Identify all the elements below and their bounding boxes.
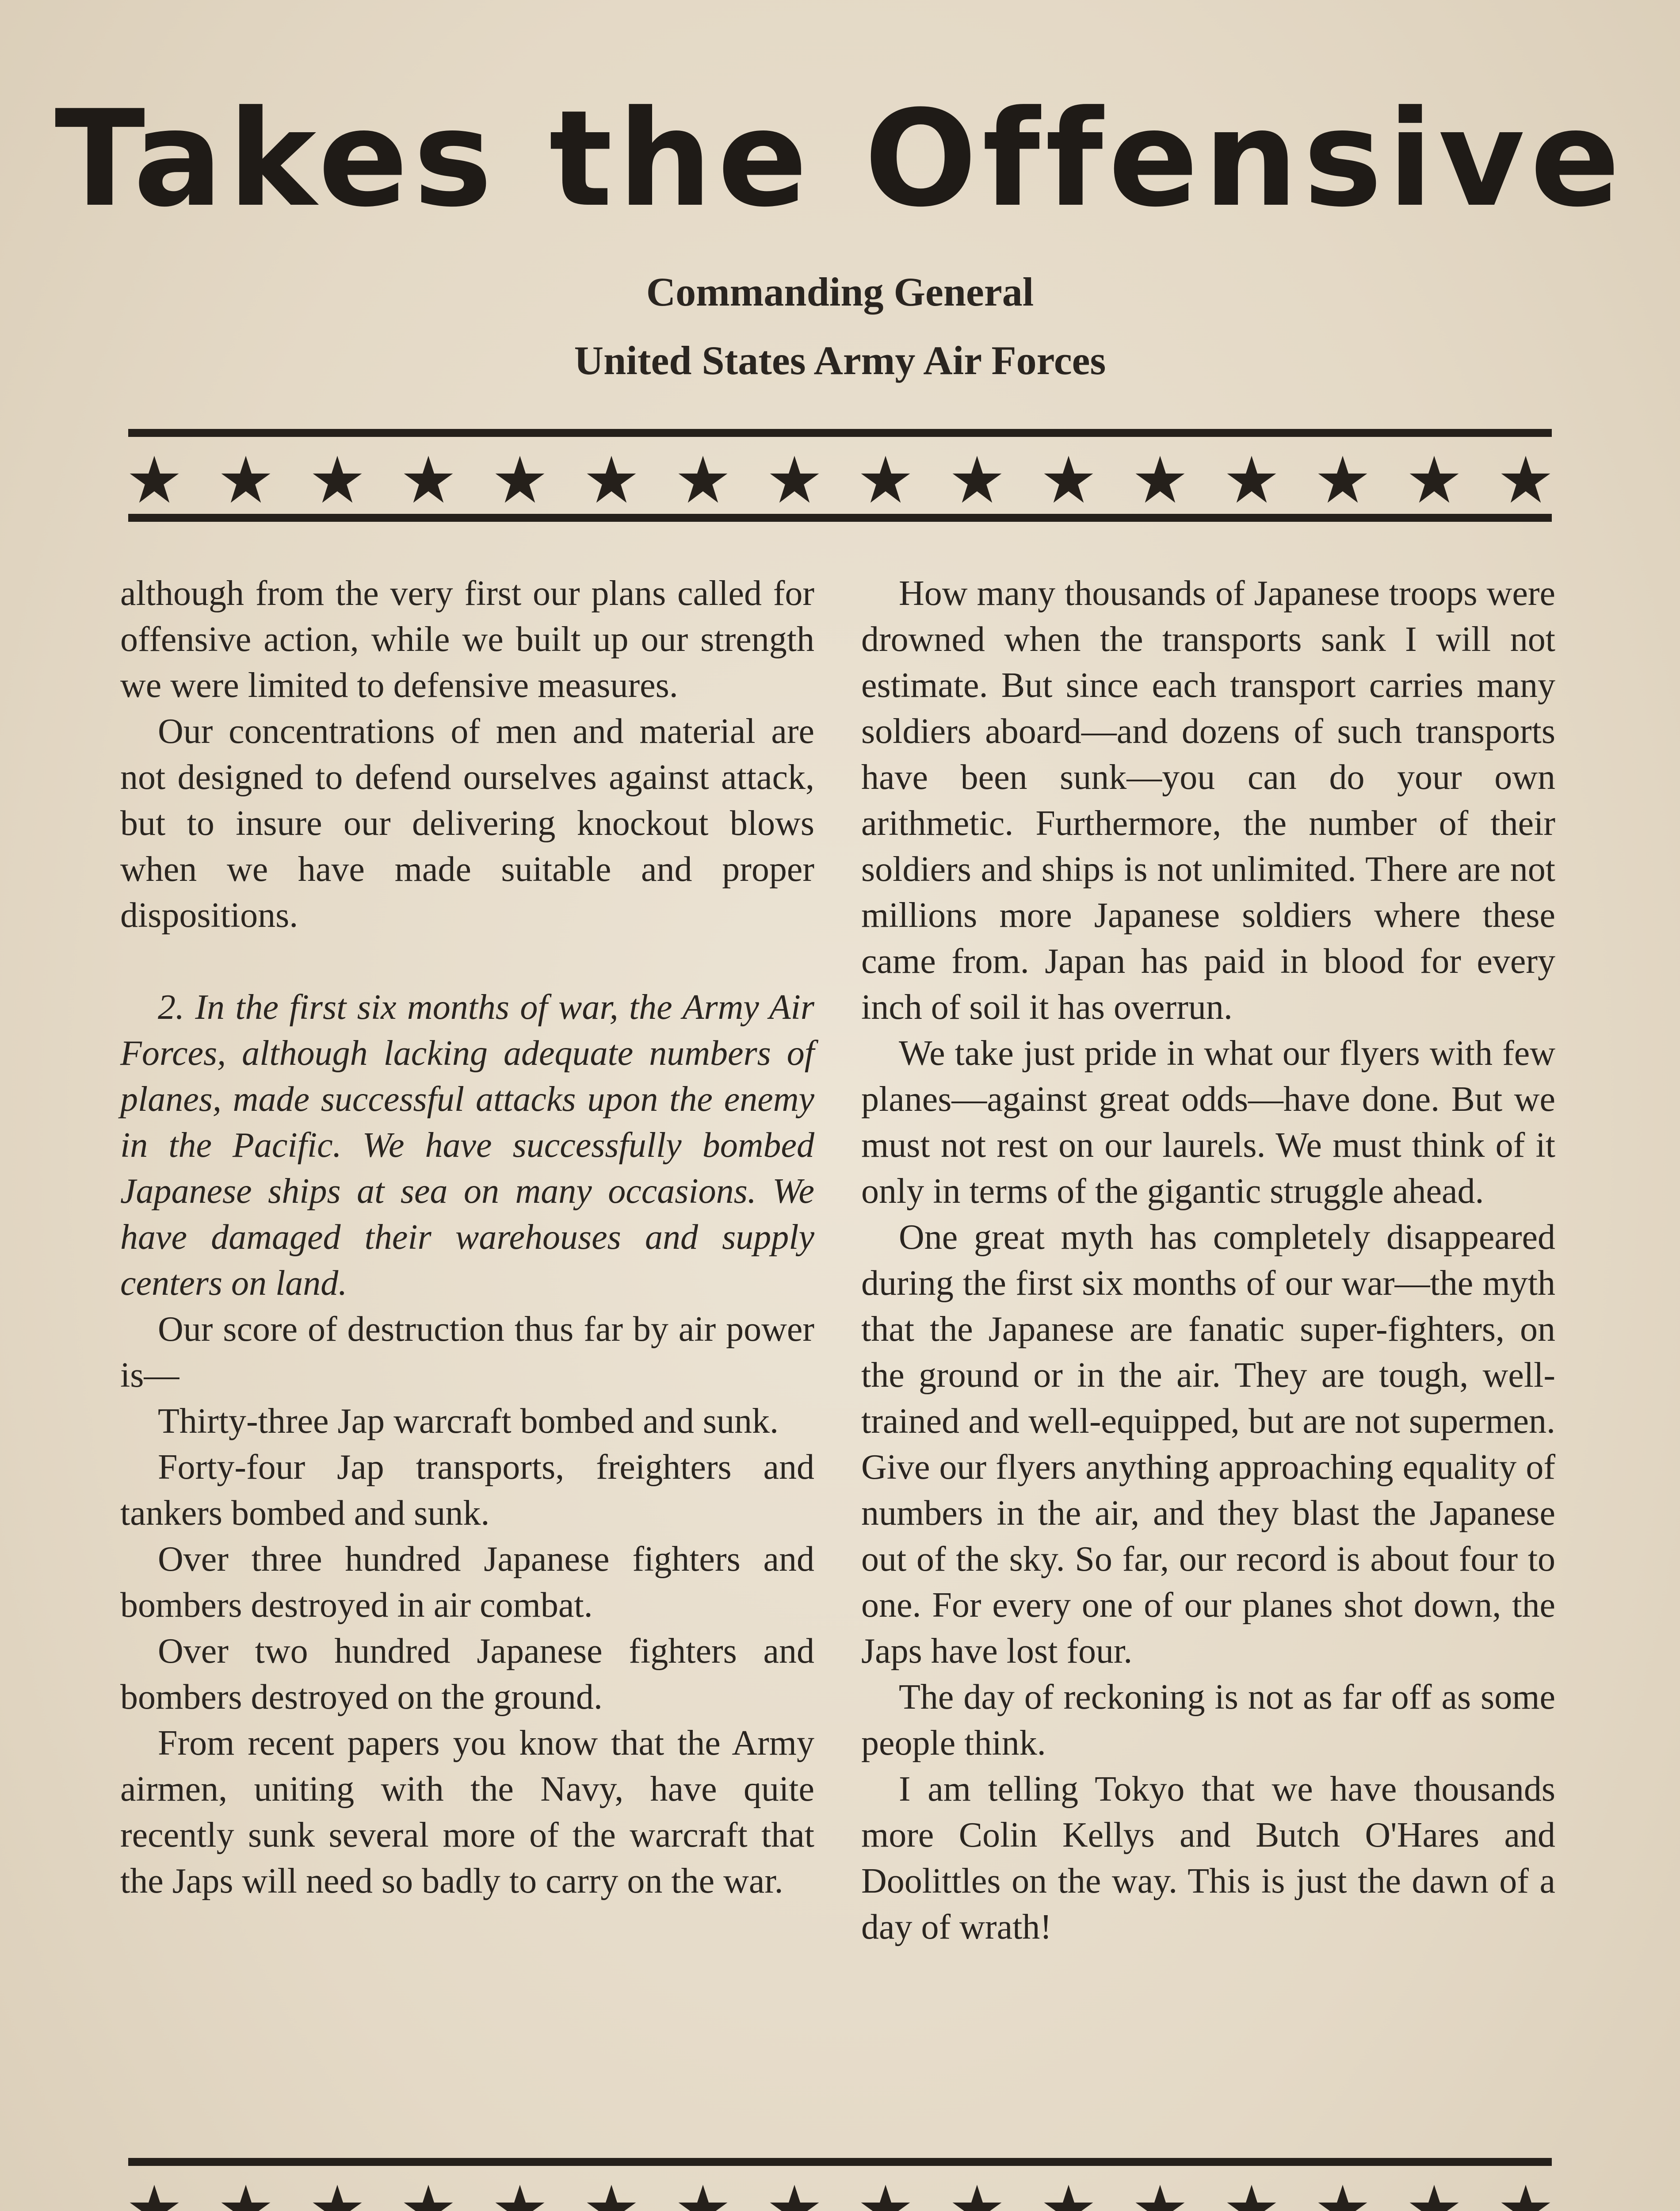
star-icon: [1042, 2183, 1095, 2211]
right-paragraph-4: The day of reckoning is not as far off as some people think.: [861, 1678, 1555, 1763]
top-star-band: [128, 447, 1552, 513]
bottom-rule-upper: [128, 2158, 1552, 2166]
left-paragraph-7: Over three hundred Japanese fighters and bombers destroyed in air combat.: [120, 1540, 814, 1625]
subtitle-army-air-forces: United States Army Air Forces: [574, 338, 1106, 383]
star-icon: [677, 2183, 729, 2211]
right-paragraph-3: One great myth has completely disappeared during the first six months of our war—the myth that the Japanese are fanatic super-fighters, on the ground or in the air. They are tough, well-trained and well-equipped, but are not supermen. Give our flyers anything approaching equality of numbers in the air, and they blast the Japanese out of the sky. So far, our record is about four to one. For every one of our planes shot down, the Japs have lost four.: [861, 1218, 1555, 1671]
star-icon: [402, 454, 454, 506]
star-icon: [951, 454, 1003, 506]
top-rule-lower: [128, 514, 1552, 522]
star-icon: [1317, 2183, 1369, 2211]
bottom-star-band: [128, 2176, 1552, 2211]
star-icon: [1317, 454, 1369, 506]
star-icon: [494, 2183, 546, 2211]
right-column: [861, 570, 1555, 1950]
star-icon: [1500, 454, 1552, 506]
subtitle-commanding-general: Commanding General: [646, 269, 1034, 314]
left-paragraph-4: Our score of destruction thus far by air power is—: [120, 1310, 814, 1395]
star-icon: [1500, 2183, 1552, 2211]
left-column: [120, 570, 814, 1904]
left-paragraph-9: From recent papers you know that the Army airmen, uniting with the Navy, have quite recently sunk several more of the warcraft that the Japs will need so badly to carry on the war.: [120, 1724, 814, 1901]
star-icon: [951, 2183, 1003, 2211]
left-paragraph-2: Our concentrations of men and material are not designed to defend ourselves against attack, but to insure our delivering knockout blows when we have made suitable and proper dispositions.: [120, 712, 814, 935]
left-paragraph-5: Thirty-three Jap warcraft bombed and sunk.: [158, 1402, 779, 1441]
star-icon: [1408, 454, 1460, 506]
star-icon: [585, 2183, 638, 2211]
star-icon: [859, 2183, 912, 2211]
star-icon: [677, 454, 729, 506]
star-icon: [1134, 454, 1186, 506]
left-paragraph-6: Forty-four Jap transports, freighters and tankers bombed and sunk.: [120, 1448, 814, 1533]
right-paragraph-1: How many thousands of Japanese troops were drowned when the transports sank I will not estimate. But since each transport carries many soldiers aboard—and dozens of such transports have been sunk—you can do your own arithmetic. Furthermore, the number of their soldiers and ships is not unlimited. There are not millions more Japanese soldiers where these came from. Japan has paid in blood for every inch of soil it has overrun.: [861, 574, 1555, 1027]
star-icon: [311, 2183, 363, 2211]
page-title: Takes the Offensive: [54, 82, 1626, 236]
star-icon: [494, 454, 546, 506]
star-icon: [1134, 2183, 1186, 2211]
star-icon: [1226, 2183, 1278, 2211]
star-icon: [220, 454, 272, 506]
star-icon: [1226, 454, 1278, 506]
right-paragraph-2: We take just pride in what our flyers with few planes—against great odds—have done. But we must not rest on our laurels. We must think of it only in terms of the gigantic struggle ahead.: [861, 1034, 1555, 1211]
star-icon: [859, 454, 912, 506]
star-icon: [1408, 2183, 1460, 2211]
star-icon: [402, 2183, 454, 2211]
left-paragraph-1: although from the very first our plans called for offensive action, while we built up our strength we were limited to defensive measures.: [120, 574, 814, 705]
top-rule-upper: [128, 429, 1552, 437]
left-paragraph-8: Over two hundred Japanese fighters and bombers destroyed on the ground.: [120, 1632, 814, 1717]
star-icon: [128, 2183, 180, 2211]
left-paragraph-3: 2. In the first six months of war, the Army Air Forces, although lacking adequate numbers of planes, made successful attacks upon the enemy in the Pacific. We have successfully bombed Japanese ships at sea on many occasions. We have damaged their warehouses and supply centers on land.: [120, 988, 814, 1303]
star-icon: [585, 454, 638, 506]
star-icon: [768, 454, 821, 506]
star-icon: [128, 454, 180, 506]
star-icon: [1042, 454, 1095, 506]
star-icon: [311, 454, 363, 506]
star-icon: [768, 2183, 821, 2211]
right-paragraph-5: I am telling Tokyo that we have thousands more Colin Kellys and Butch O'Hares and Doolittles on the way. This is just the dawn of a day of wrath!: [861, 1770, 1555, 1947]
star-icon: [220, 2183, 272, 2211]
